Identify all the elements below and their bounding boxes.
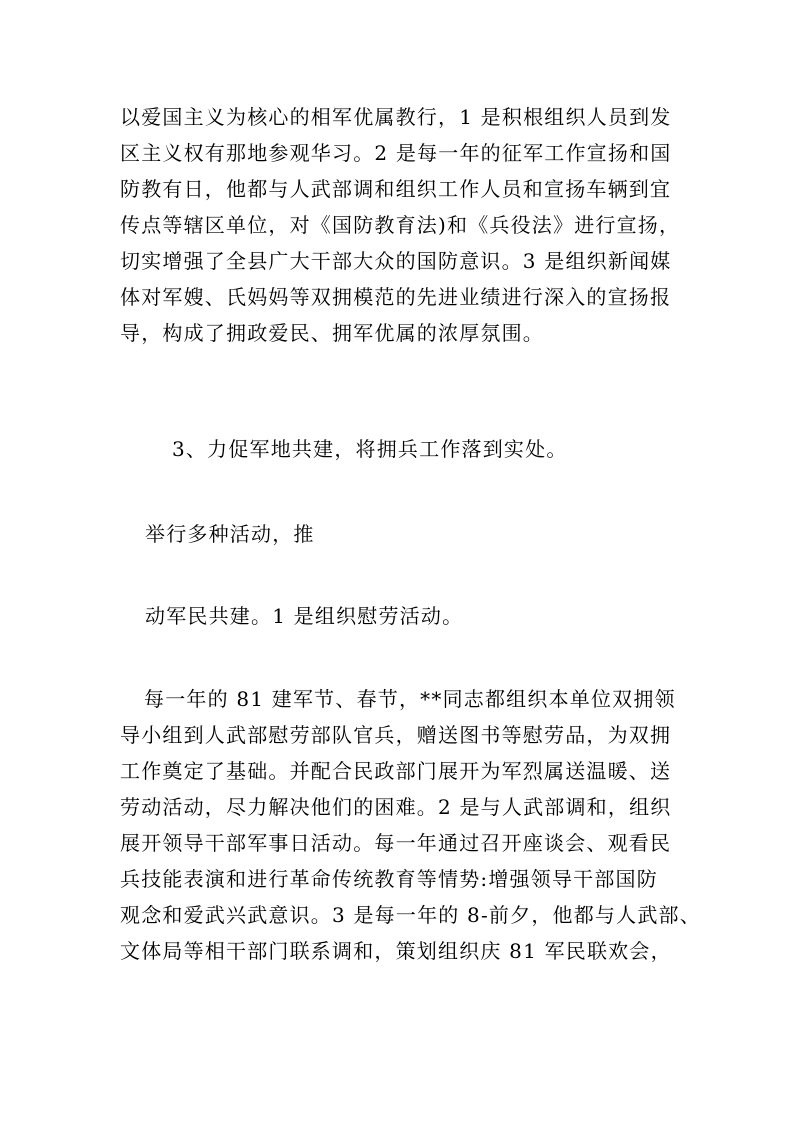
section-heading-text: 3、力促军地共建，将拥兵工作落到实处。 [172, 437, 568, 461]
text-line: 每一年的 81 建军节、春节，**同志都组织本单位双拥领 [144, 687, 676, 711]
text-line: 导小组到人武部慰劳部队官兵，赠送图书等慰劳品，为双拥 [120, 723, 672, 747]
text-line: 切实增强了全县广大干部大众的国防意识。3 是组织新闻媒 [120, 249, 672, 273]
text-line: 劳动活动，尽力解决他们的困难。2 是与人武部调和，组织 [120, 795, 672, 819]
text-line: 防教有日，他都与人武部调和组织工作人员和宣扬车辆到宜 [120, 177, 672, 201]
paragraph-3 [120, 681, 701, 969]
text-line: 举行多种活动，推 [145, 522, 315, 546]
text-line: 导，构成了拥政爱民、拥军优属的浓厚氛围。 [120, 321, 544, 345]
text-line: 传点等辖区单位，对《国防教育法)和《兵役法》进行宣扬， [120, 213, 681, 237]
text-line: 以爱国主义为核心的相军优属教行，1 是积根组织人员到发 [120, 105, 672, 129]
paragraph-2-part-a [145, 516, 705, 552]
text-line: 兵技能表演和进行革命传统教育等情势:增强领导干部国防 [120, 867, 658, 891]
text-line: 展开领导干部军事日活动。每一年通过召开座谈会、观看民 [120, 831, 672, 855]
text-line: 动军民共建。1 是组织慰劳活动。 [145, 604, 464, 628]
text-line: 体对军嫂、氏妈妈等双拥模范的先进业绩进行深入的宣扬报 [120, 285, 672, 309]
section-heading [172, 431, 732, 467]
text-line: 观念和爱武兴武意识。3 是每一年的 8-前夕，他都与人武部、 [120, 903, 701, 927]
text-line: 区主义权有那地参观华习。2 是每一年的征军工作宣扬和国 [120, 141, 672, 165]
paragraph-2-part-b [145, 598, 705, 634]
paragraph-1 [120, 99, 680, 351]
text-line: 文体局等相干部门联系调和，策划组织庆 81 军民联欢会， [120, 939, 672, 963]
text-line: 工作奠定了基础。并配合民政部门展开为军烈属送温暖、送 [120, 759, 672, 783]
